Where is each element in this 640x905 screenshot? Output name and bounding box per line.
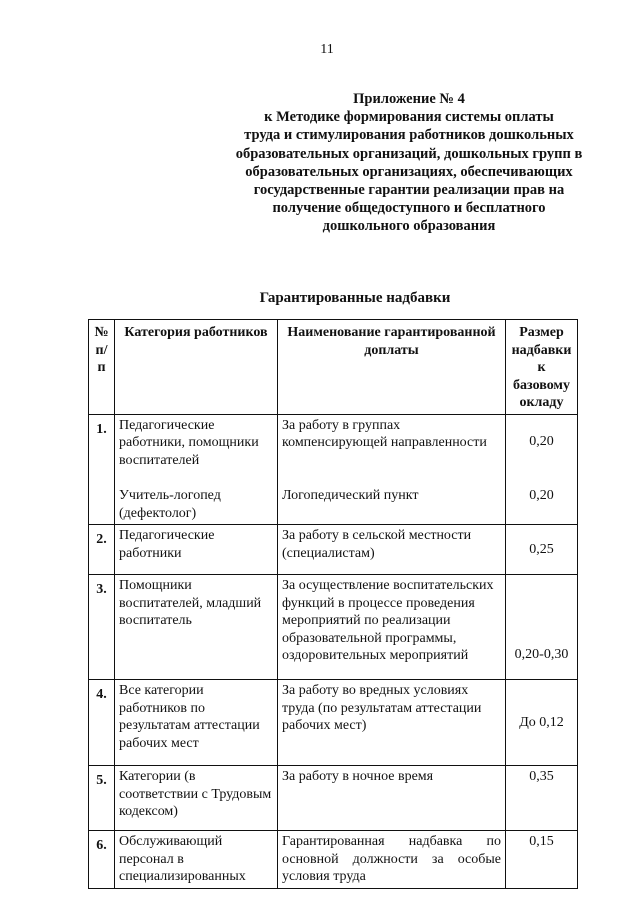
table-row — [89, 525, 578, 575]
row-size — [506, 680, 578, 766]
row-category: Обслуживающий персонал в специализированных — [115, 831, 278, 889]
row-size-value: 0,25 — [529, 541, 554, 557]
row-name: За работу в ночное время — [278, 766, 506, 831]
appendix-line: труда и стимулирования работников дошкольных — [244, 127, 574, 144]
row-num: 3. — [89, 575, 115, 680]
appendix-line: получение общедоступного и бесплатного — [272, 200, 546, 217]
row-num: 4. — [89, 680, 115, 766]
row-category: Педагогические работники — [115, 525, 278, 575]
allowances-table — [88, 319, 578, 889]
row-name: За осуществление воспитательских функций в процессе проведения мероприятий по реализации образовательной программы, оздоровительных мероприятий — [278, 575, 506, 680]
table-row — [89, 766, 578, 831]
row-category-part: Педагогические работники, помощники воспитателей — [119, 417, 259, 468]
row-num: 6. — [89, 831, 115, 889]
page-number: 11 — [320, 42, 334, 57]
row-size-value: 0,20-0,30 — [514, 646, 569, 662]
row-category — [115, 414, 278, 525]
table-title: Гарантированные надбавки — [259, 290, 451, 306]
row-category: Категории (в соответствии с Трудовым кодексом) — [115, 766, 278, 831]
appendix-line: образовательных организаций, дошкольных групп в — [235, 145, 583, 162]
header-size: Размер надбавки к базовому окладу — [506, 320, 578, 415]
row-size: 0,35 — [506, 766, 578, 831]
row-size — [506, 414, 578, 525]
row-name — [278, 414, 506, 525]
appendix-line: государственные гарантии реализации прав на — [253, 182, 565, 199]
row-num: 5. — [89, 766, 115, 831]
appendix-line: Приложение № 4 — [353, 91, 465, 107]
row-name: За работу в сельской местности (специалистам) — [278, 525, 506, 575]
row-category-part: Учитель-логопед (дефектолог) — [119, 488, 221, 521]
row-num: 1. — [89, 414, 115, 525]
table-row — [89, 831, 578, 889]
table-row — [89, 414, 578, 525]
header-category: Категория работников — [115, 320, 278, 415]
row-size-part: 0,20 — [529, 433, 554, 449]
row-name-part: За работу в группах компенсирующей направленности — [282, 417, 487, 450]
table-row — [89, 680, 578, 766]
appendix-header — [228, 90, 590, 236]
table-row — [89, 575, 578, 680]
appendix-line: дошкольного образования — [322, 218, 496, 235]
row-name: Гарантированная надбавка по основной должности за особые условия труда — [278, 831, 506, 889]
appendix-line: к Методике формирования системы оплаты — [264, 109, 554, 126]
row-size-part: 0,20 — [529, 487, 554, 503]
header-num: № п/п — [89, 320, 115, 415]
row-category: Все категории работников по результатам аттестации рабочих мест — [115, 680, 278, 766]
row-size: 0,15 — [506, 831, 578, 889]
row-size — [506, 575, 578, 680]
row-size-value: До 0,12 — [519, 714, 564, 730]
row-category: Помощники воспитателей, младший воспитатель — [115, 575, 278, 680]
header-name: Наименование гарантированной доплаты — [278, 320, 506, 415]
row-name-part: Логопедический пункт — [282, 487, 419, 503]
spacer — [119, 469, 273, 487]
row-size — [506, 525, 578, 575]
row-name: За работу во вредных условиях труда (по результатам аттестации рабочих мест) — [278, 680, 506, 766]
row-num: 2. — [89, 525, 115, 575]
appendix-line: образовательных организациях, обеспечивающих — [245, 163, 573, 180]
table-header-row — [89, 320, 578, 415]
